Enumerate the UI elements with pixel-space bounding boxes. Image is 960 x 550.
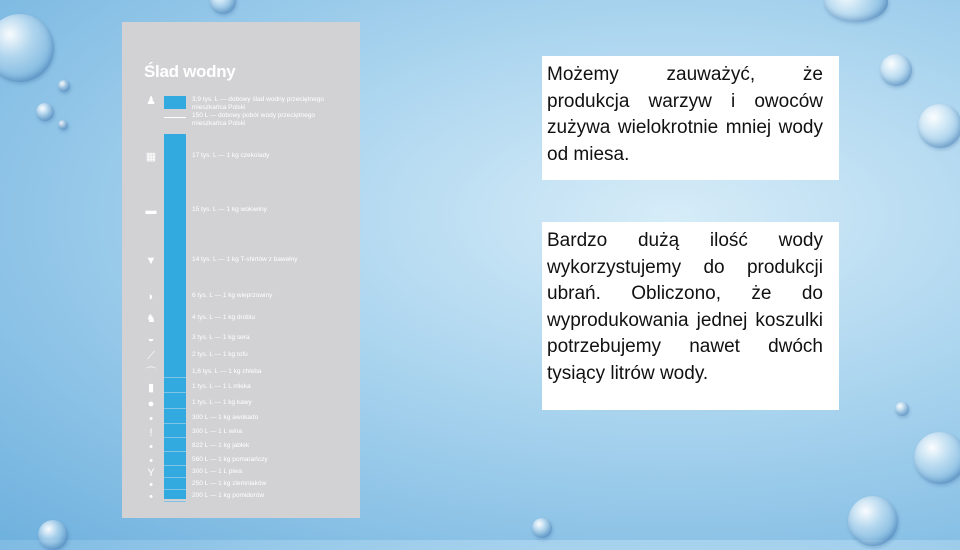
infographic-row-label: 200 L — 1 kg pomidorów bbox=[192, 492, 265, 499]
tofu-icon: ⟋ bbox=[147, 350, 155, 362]
cheese-icon: ◒ bbox=[147, 333, 155, 345]
infographic-bar-main bbox=[164, 134, 186, 499]
wine-icon: ! bbox=[149, 427, 153, 439]
infographic-row-divider bbox=[164, 377, 186, 378]
infographic-row-label: 1,6 tys. L — 1 kg chleba bbox=[192, 368, 262, 375]
infographic-row-label: 300 L — 1 L piwa bbox=[192, 468, 243, 475]
pig-icon: ◗ bbox=[147, 291, 155, 303]
infographic-row-label: 150 L — dobowy pobór wody przeciętnego mieszkańca Polski bbox=[192, 112, 315, 127]
infographic-row-divider bbox=[164, 437, 186, 438]
water-drop bbox=[58, 80, 70, 92]
orange-icon: • bbox=[149, 455, 153, 467]
infographic-title: Ślad wodny bbox=[144, 62, 236, 81]
water-drop bbox=[36, 103, 54, 121]
coffee-icon: ● bbox=[147, 398, 155, 410]
person-icon: ♟ bbox=[146, 95, 156, 107]
infographic-row-label: 17 tys. L — 1 kg czekolady bbox=[192, 152, 270, 159]
infographic-row-label: 3,9 tys. L — dobowy ślad wodny przeciętnego mieszkańca Polski bbox=[192, 96, 324, 111]
water-drop bbox=[0, 14, 54, 82]
chicken-icon: ♞ bbox=[146, 313, 156, 325]
infographic-row-divider bbox=[164, 117, 186, 118]
water-footprint-infographic bbox=[122, 22, 360, 518]
water-drop bbox=[895, 402, 909, 416]
infographic-row-label: 822 L — 1 kg jabłek bbox=[192, 442, 250, 449]
water-drop bbox=[58, 120, 68, 130]
infographic-row-label: 3 tys. L — 1 kg sera bbox=[192, 334, 250, 341]
infographic-row-divider bbox=[164, 489, 186, 490]
infographic-row-label: 250 L — 1 kg ziemniaków bbox=[192, 480, 267, 487]
infographic-row-divider bbox=[164, 501, 186, 502]
infographic-row-divider bbox=[164, 423, 186, 424]
infographic-row-divider bbox=[164, 408, 186, 409]
water-drop bbox=[918, 104, 960, 148]
infographic-row-label: 14 tys. L — 1 kg T-shirtów z bawełny bbox=[192, 256, 298, 263]
water-drop bbox=[210, 0, 236, 14]
water-drop bbox=[532, 518, 552, 538]
beer-icon: Y bbox=[147, 467, 155, 479]
water-drop bbox=[848, 496, 898, 546]
infographic-row-label: 300 L — 1 L wina bbox=[192, 428, 243, 435]
water-drop bbox=[914, 432, 960, 484]
paragraph-clothing: Bardzo dużą ilość wody wykorzystujemy do produkcji ubrań. Obliczono, że do wyprodukowania jednej koszulki potrzebujemy nawet dwóch tysiący litrów wody. bbox=[547, 230, 823, 384]
infographic-bar-top bbox=[164, 96, 186, 109]
infographic-row-divider bbox=[164, 451, 186, 452]
paragraph-vegetables: Możemy zauważyć, że produkcja warzyw i owoców zużywa wielokrotnie mniej wody od miesa. bbox=[547, 64, 823, 165]
tomato-icon: • bbox=[149, 491, 153, 503]
infographic-row-divider bbox=[164, 477, 186, 478]
chocolate-icon: ▦ bbox=[145, 151, 157, 163]
infographic-row-label: 1 tys. L — 1 L mleka bbox=[192, 383, 251, 390]
apple-icon: • bbox=[149, 441, 153, 453]
tshirt-icon: ▼ bbox=[145, 255, 157, 267]
infographic-row-label: 2 tys. L — 1 kg tofu bbox=[192, 351, 248, 358]
potato-icon: • bbox=[149, 479, 153, 491]
water-drop bbox=[880, 54, 912, 86]
cow-icon: ▬ bbox=[145, 205, 157, 217]
milk-icon: ▮ bbox=[147, 382, 155, 394]
infographic-row-label: 560 L — 1 kg pomarańczy bbox=[192, 456, 268, 463]
infographic-row-divider bbox=[164, 465, 186, 466]
water-drop bbox=[824, 0, 888, 22]
infographic-row-label: 1 tys. L — 1 kg kawy bbox=[192, 399, 252, 406]
infographic-row-label: 300 L — 1 kg awokado bbox=[192, 414, 259, 421]
infographic-row-label: 4 tys. L — 1 kg drobiu bbox=[192, 314, 255, 321]
avocado-icon: • bbox=[149, 413, 153, 425]
bread-icon: ⌒ bbox=[145, 367, 157, 379]
water-drop bbox=[38, 520, 68, 550]
infographic-row-label: 15 tys. L — 1 kg wołowiny bbox=[192, 206, 267, 213]
infographic-row-label: 6 tys. L — 1 kg wieprzowiny bbox=[192, 292, 273, 299]
infographic-row-divider bbox=[164, 392, 186, 393]
